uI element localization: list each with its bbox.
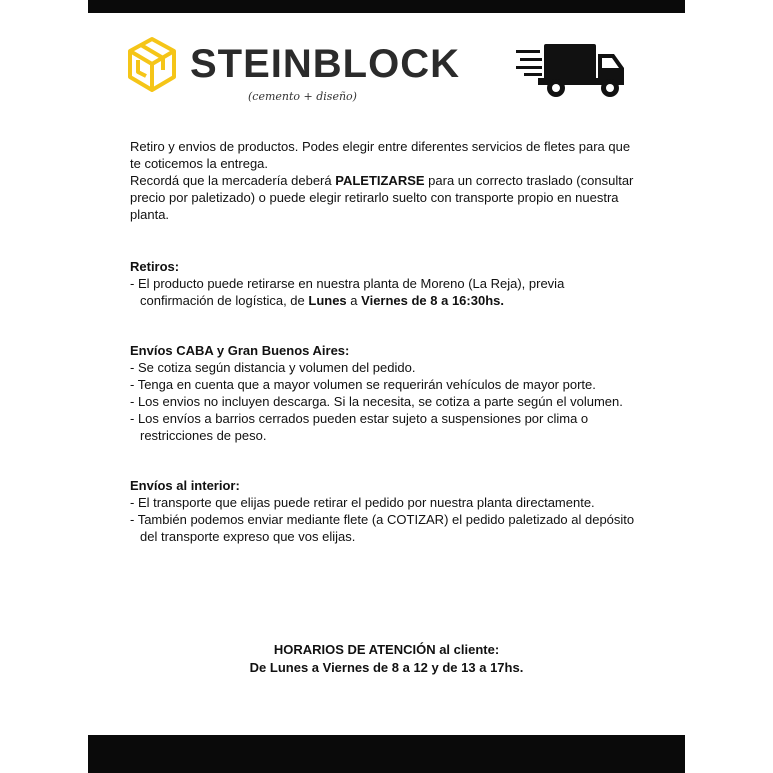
envios-caba-section — [130, 342, 640, 444]
envios-caba-item: - Se cotiza según distancia y volumen del pedido. — [130, 360, 416, 375]
brand-tagline: (cemento + diseño) — [248, 90, 357, 103]
envios-caba-item: - Los envíos a barrios cerrados pueden estar sujeto a suspensiones por clima o restricciones de peso. — [130, 411, 589, 443]
main-content — [130, 138, 640, 545]
intro-line-1: Retiro y envios de productos. Podes elegir entre diferentes servicios de fletes para que te coticemos la entrega. — [130, 139, 631, 171]
retiros-item-mid: a — [346, 293, 362, 308]
envios-interior-item: - También podemos enviar mediante flete (a COTIZAR) el pedido paletizado al depósito del transporte expreso que vos elijas. — [130, 512, 635, 544]
envios-interior-item: - El transporte que elijas puede retirar el pedido por nuestra planta directamente. — [130, 495, 595, 510]
hours-schedule: De Lunes a Viernes de 8 a 12 y de 13 a 17hs. — [249, 660, 524, 675]
retiros-day-start: Lunes — [308, 293, 347, 308]
envios-interior-section — [130, 477, 640, 545]
retiros-item — [130, 275, 640, 309]
retiros-section — [130, 258, 640, 309]
retiros-title: Retiros: — [130, 259, 180, 274]
envios-interior-title: Envíos al interior: — [130, 478, 240, 493]
retiros-item-text: - El producto puede retirarse en nuestra planta de Moreno (La Reja), previa confirmación de logística, de — [130, 276, 565, 308]
intro-line-2 — [130, 172, 640, 223]
brand-logo — [126, 36, 460, 108]
opening-hours — [88, 641, 685, 677]
intro-line-2-pre: Recordá que la mercadería deberá — [130, 173, 336, 188]
envios-caba-title: Envíos CABA y Gran Buenos Aires: — [130, 343, 350, 358]
envios-caba-item: - Tenga en cuenta que a mayor volumen se requerirán vehículos de mayor porte. — [130, 377, 596, 392]
steinblock-cube-logo-icon — [126, 36, 178, 94]
delivery-truck-icon — [516, 42, 626, 102]
envios-caba-item: - Los envios no incluyen descarga. Si la necesita, se cotiza a parte según el volumen. — [130, 394, 623, 409]
retiros-schedule: Viernes de 8 a 16:30hs. — [361, 293, 504, 308]
flyer-page — [88, 0, 685, 773]
bottom-black-bar — [88, 735, 685, 773]
paletizarse-emphasis: PALETIZARSE — [335, 173, 425, 188]
top-black-bar — [88, 0, 685, 13]
brand-name: STEINBLOCK — [190, 42, 460, 86]
hours-title: HORARIOS DE ATENCIÓN al cliente: — [273, 642, 500, 657]
intro-line-2-post: para un correcto traslado (consultar precio por paletizado) o puede elegir retirarlo suelto con transporte propio en nuestra planta. — [130, 173, 634, 222]
